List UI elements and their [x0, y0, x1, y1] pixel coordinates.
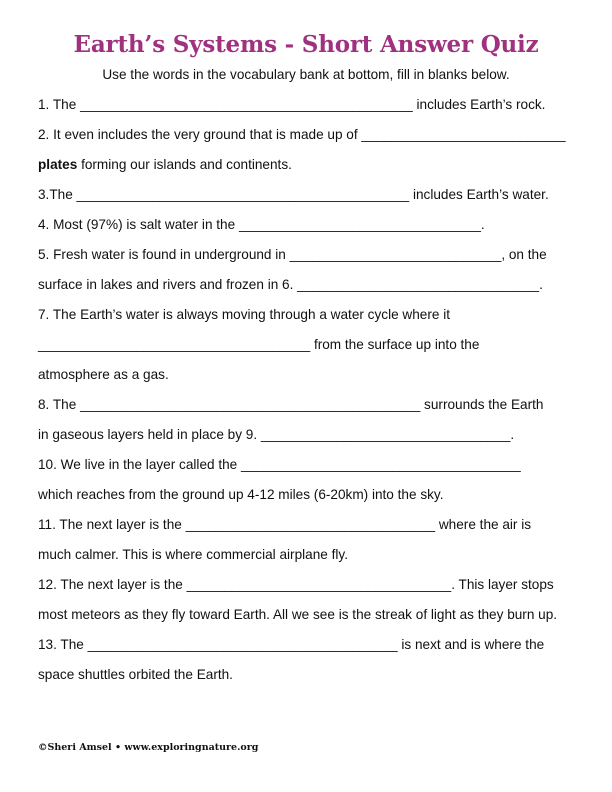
question-line: in gaseous layers held in place by 9. _________________________________.: [38, 427, 515, 442]
question-line: 13. The _________________________________________ is next and is where the: [38, 637, 545, 652]
question-line: [38, 157, 292, 173]
question-line: 8. The _____________________________________________ surrounds the Earth: [38, 397, 544, 412]
bold-term: plates: [38, 157, 78, 172]
question-line: 11. The next layer is the _________________________________ where the air is: [38, 517, 532, 532]
copyright-footer: ©Sheri Amsel • www.exploringnature.org: [38, 742, 259, 753]
question-line: much calmer. This is where commercial airplane fly.: [38, 547, 348, 562]
instructions: Use the words in the vocabulary bank at bottom, fill in blanks below.: [102, 67, 510, 82]
question-line: 12. The next layer is the ___________________________________. This layer stops: [38, 577, 554, 592]
page-title: Earth’s Systems - Short Answer Quiz: [73, 31, 539, 58]
question-line: ____________________________________ from the surface up into the: [38, 337, 480, 352]
question-line: 1. The ____________________________________________ includes Earth’s rock.: [38, 97, 546, 112]
question-line: 7. The Earth’s water is always moving through a water cycle where it: [38, 307, 451, 322]
question-line: atmosphere as a gas.: [38, 367, 169, 382]
question-line: 3.The ____________________________________________ includes Earth’s water.: [38, 187, 549, 202]
question-line: most meteors as they fly toward Earth. All we see is the streak of light as they burn up.: [38, 607, 558, 622]
question-line: 4. Most (97%) is salt water in the ________________________________.: [38, 217, 485, 232]
question-line: 5. Fresh water is found in underground in ____________________________, on the: [38, 247, 547, 262]
question-line: 10. We live in the layer called the _____________________________________: [38, 457, 521, 472]
question-line: 2. It even includes the very ground that is made up of ___________________________: [38, 127, 566, 142]
question-text: forming our islands and continents.: [77, 157, 292, 172]
question-line: space shuttles orbited the Earth.: [38, 667, 233, 682]
question-line: surface in lakes and rivers and frozen in 6. ________________________________.: [38, 277, 543, 292]
question-line: which reaches from the ground up 4-12 miles (6-20km) into the sky.: [38, 487, 444, 502]
